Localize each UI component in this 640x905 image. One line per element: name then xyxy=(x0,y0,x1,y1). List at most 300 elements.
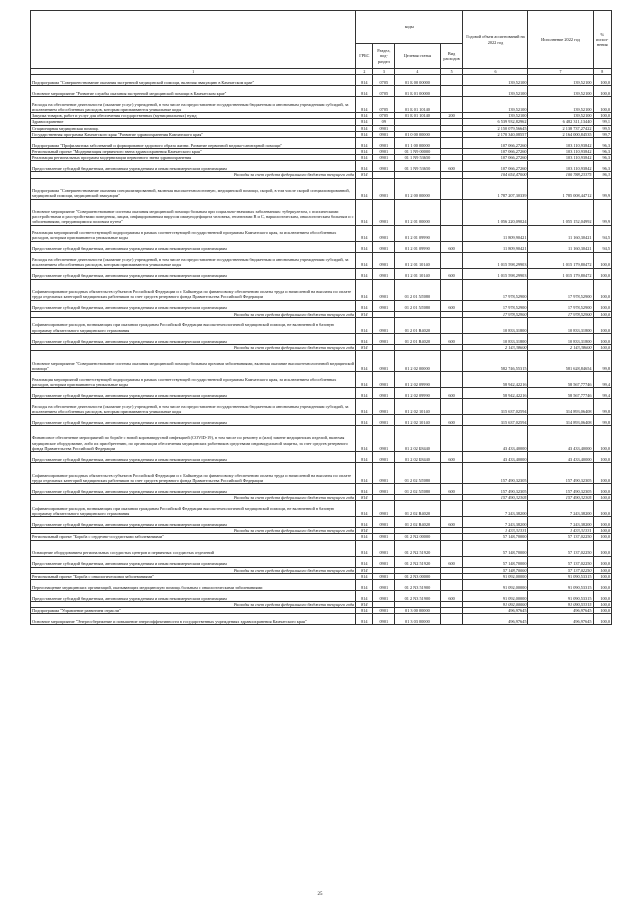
row-plan: 107 066,27260 xyxy=(463,149,528,155)
row-kind: 600 xyxy=(440,415,463,426)
row-section: 0901 xyxy=(373,351,395,372)
header-num-2: 2 xyxy=(356,69,373,75)
header-num-7: 7 xyxy=(528,69,593,75)
row-grbs: 814 xyxy=(356,517,373,528)
row-exec: 103 110,93842 xyxy=(528,138,593,149)
row-pct: 100,0 xyxy=(593,567,611,573)
row-target: 01 3 03 00000 xyxy=(395,614,441,625)
row-pct: 99,9 xyxy=(593,199,611,225)
table-row xyxy=(31,199,612,225)
row-plan: 315 637,02594 xyxy=(463,415,528,426)
row-section: 0901 xyxy=(373,415,395,426)
row-pct: 100,0 xyxy=(593,463,611,484)
row-kind: 600 xyxy=(440,268,463,279)
row-target: 01 2 02 R4020 xyxy=(395,517,441,528)
row-pct: 100,0 xyxy=(593,317,611,333)
row-plan: 58 942,42216 xyxy=(463,388,528,399)
row-kind: 600 xyxy=(440,388,463,399)
row-pct: 100,0 xyxy=(593,517,611,528)
row-name: Софинансирование расходных обязательств субъектов Российской Федерации и г. Байконура по финансовому обеспечению оплаты труда и начислений на выплаты по оплате труда отдельных категорий медицинских работников за счет средств резервного фонда Правительства Российской Федерации xyxy=(31,463,356,484)
table-row xyxy=(31,463,612,484)
row-section: 0901 xyxy=(373,452,395,463)
row-name: Реализация региональных программ модернизации первичного звена здравоохранения xyxy=(31,155,356,161)
row-grbs: 814 xyxy=(356,484,373,495)
row-section: 0901 xyxy=(373,199,395,225)
row-grbs: 814 xyxy=(356,591,373,602)
row-pct: 100,0 xyxy=(593,501,611,517)
row-name: Предоставление субсидий бюджетным, автономным учреждениям и иным некоммерческим организациям xyxy=(31,300,356,311)
row-pct: 100,0 xyxy=(593,86,611,97)
table-row xyxy=(31,97,612,113)
row-kind xyxy=(440,399,463,415)
report-page xyxy=(30,10,612,625)
row-section: 0901 xyxy=(373,333,395,344)
row-target: 01 2 02 09990 xyxy=(395,388,441,399)
row-exec: 6 482 311,13440 xyxy=(528,119,593,125)
row-name: Расходы за счет средств федерального бюджета текущего года xyxy=(31,344,356,350)
row-pct: 100,0 xyxy=(593,300,611,311)
table-row xyxy=(31,580,612,591)
row-plan: 2 150 079,56645 xyxy=(463,125,528,131)
table-row xyxy=(31,279,612,300)
row-target: 01 2 02 10140 xyxy=(395,399,441,415)
table-body xyxy=(31,75,612,625)
row-plan: 1 056 220,09024 xyxy=(463,199,528,225)
row-target: 01 1 00 00000 xyxy=(395,138,441,149)
table-row xyxy=(31,501,612,517)
row-name: Расходы на обеспечение деятельности (оказание услуг) учреждений, в том числе на предоставление государственным бюджетным и автономным учреждениям субсидий, за исключением обособленных расходов, которым присваиваются уникальные коды xyxy=(31,97,356,113)
table-row xyxy=(31,333,612,344)
row-pct: 99,7 xyxy=(593,131,611,137)
row-kind xyxy=(440,279,463,300)
row-target: 01 1 N9 00000 xyxy=(395,149,441,155)
row-plan: 11 809,90421 xyxy=(463,225,528,241)
row-target: 01 Б 00 00000 xyxy=(395,75,441,86)
row-name: Реализация мероприятий соответствующей подпрограммы в рамках соответствующей государственной программы Камчатского края, за исключением обособленных расходов, которым присваиваются уникальные коды xyxy=(31,225,356,241)
row-exec: 139,52100 xyxy=(528,113,593,119)
header-plan: Годовой объем ассигнований на 2022 год xyxy=(463,11,528,69)
row-name: Предоставление субсидий бюджетным, автономным учреждениям и иным некоммерческим организациям xyxy=(31,484,356,495)
row-name: Региональный проект "Борьба с онкологическими заболеваниями" xyxy=(31,573,356,579)
row-grbs: 814 xyxy=(356,155,373,161)
row-name: Предоставление субсидий бюджетным, автономным учреждениям и иным некоммерческим организациям xyxy=(31,591,356,602)
row-kind xyxy=(440,138,463,149)
row-exec: 1 055 152,04992 xyxy=(528,199,593,225)
row-kind: 600 xyxy=(440,452,463,463)
row-name: Предоставление субсидий бюджетным, автономным учреждениям и иным некоммерческим организациям xyxy=(31,556,356,567)
row-target: 01 2 01 00000 xyxy=(395,199,441,225)
row-section: 0901 xyxy=(373,252,395,268)
row-pct: 100,0 xyxy=(593,344,611,350)
table-row xyxy=(31,388,612,399)
row-section: 0901 xyxy=(373,614,395,625)
row-grbs: 814 xyxy=(356,225,373,241)
row-plan: 1 015 598,29903 xyxy=(463,268,528,279)
row-grbs: 814 xyxy=(356,311,373,317)
row-exec: 7 243,38200 xyxy=(528,501,593,517)
row-target: 01 2 01 09990 xyxy=(395,225,441,241)
row-target: 01 0 00 00000 xyxy=(395,131,441,137)
row-section: 0901 xyxy=(373,388,395,399)
row-name: Предоставление субсидий бюджетным, автономным учреждениям и иным некоммерческим организациям xyxy=(31,452,356,463)
table-row xyxy=(31,484,612,495)
row-name: Реализация мероприятий соответствующей подпрограммы в рамках соответствующей государственной программы Камчатского края, за исключением обособленных расходов, которым присваиваются уникальные коды xyxy=(31,372,356,388)
table-row xyxy=(31,556,612,567)
row-grbs: 814 xyxy=(356,614,373,625)
row-name: Подпрограмма "Совершенствование оказания экстренной медицинской помощи, включая эвакуацию в Камчатском крае" xyxy=(31,75,356,86)
row-name: Закупка товаров, работ и услуг для обеспечения государственных (муниципальных) нужд xyxy=(31,113,356,119)
row-grbs: 814 xyxy=(356,113,373,119)
row-plan: 17 978,52900 xyxy=(463,300,528,311)
row-plan: 107 066,27260 xyxy=(463,161,528,172)
row-target: 01 2 02 09990 xyxy=(395,372,441,388)
row-target: 01 2 N3 51900 xyxy=(395,591,441,602)
row-section: 0901 xyxy=(373,608,395,614)
row-kind xyxy=(440,75,463,86)
row-section: 0901 xyxy=(373,125,395,131)
row-exec: 314 893,06408 xyxy=(528,415,593,426)
row-pct: 100,0 xyxy=(593,608,611,614)
row-pct: 99,8 xyxy=(593,415,611,426)
row-grbs: 814 xyxy=(356,351,373,372)
row-grbs: 814 xyxy=(356,567,373,573)
table-row xyxy=(31,138,612,149)
row-grbs: 814 xyxy=(356,199,373,225)
row-name: Предоставление субсидий бюджетным, автономным учреждениям и иным некоммерческим организациям xyxy=(31,415,356,426)
row-kind: 600 xyxy=(440,241,463,252)
row-exec: 43 433,40000 xyxy=(528,452,593,463)
row-plan: 1 787 207,30339 xyxy=(463,178,528,199)
budget-table xyxy=(30,10,612,625)
row-name: Подпрограмма "Совершенствование оказания специализированной, включая высокотехнологичную, медицинской помощи, скорой, в том числе скорой специализированной, медицинской помощи, медицинской эвакуации" xyxy=(31,178,356,199)
row-name: Основное мероприятие "Развитие службы оказания экстренной медицинской помощи в Камчатском крае" xyxy=(31,86,356,97)
row-plan: 1 015 598,29903 xyxy=(463,252,528,268)
row-pct: 100,0 xyxy=(593,591,611,602)
row-plan: 10 833,31800 xyxy=(463,333,528,344)
row-plan: 139,52100 xyxy=(463,75,528,86)
row-plan: 57 148,70000 xyxy=(463,556,528,567)
row-exec: 2 164 000,84535 xyxy=(528,131,593,137)
row-plan: 91 092,00000 xyxy=(463,573,528,579)
row-grbs: 814 xyxy=(356,452,373,463)
table-row xyxy=(31,161,612,172)
row-grbs: 814 xyxy=(356,501,373,517)
row-pct: 100,0 xyxy=(593,452,611,463)
row-exec: 496,97645 xyxy=(528,614,593,625)
row-kind xyxy=(440,614,463,625)
row-pct: 100,0 xyxy=(593,534,611,540)
row-kind xyxy=(440,351,463,372)
row-grbs: 814 xyxy=(356,75,373,86)
row-name: Расходы на обеспечение деятельности (оказание услуг) учреждений, в том числе на предоставление государственным бюджетным и автономным учреждениям субсидий, за исключением обособленных расходов, которым присваиваются уникальные коды xyxy=(31,399,356,415)
row-pct: 96,3 xyxy=(593,161,611,172)
row-section: 0705 xyxy=(373,97,395,113)
row-kind xyxy=(440,86,463,97)
row-plan: 57 148,70000 xyxy=(463,534,528,540)
row-target: 01 2 01 5Л080 xyxy=(395,279,441,300)
row-exec: 17 978,52900 xyxy=(528,279,593,300)
row-plan: 7 243,38200 xyxy=(463,501,528,517)
header-num-1: 1 xyxy=(31,69,356,75)
row-name: Расходы за счет средств федерального бюджета текущего года xyxy=(31,528,356,534)
row-plan: 315 637,02594 xyxy=(463,399,528,415)
row-exec: 103 110,93842 xyxy=(528,155,593,161)
table-row xyxy=(31,268,612,279)
row-target: 01 1 N9 53650 xyxy=(395,155,441,161)
row-name: Основное мероприятие "Совершенствование системы оказания медицинской помощи больным при социально-значимых заболеваниях: туберкулезом, с психическими расстройствами и расстройствами поведения, лицам, инфицированным вирусом иммунодефицита человека, гепатитами B и C, наркологическим, онкологическим больным и с заболеваниями, передающимися половым путем" xyxy=(31,199,356,225)
row-exec: 57 137,02250 xyxy=(528,540,593,556)
row-grbs: 814 xyxy=(356,333,373,344)
row-section: 0705 xyxy=(373,113,395,119)
row-target: 01 2 02 10140 xyxy=(395,415,441,426)
row-plan: 17 978,52900 xyxy=(463,279,528,300)
row-target: 01 2 02 00000 xyxy=(395,351,441,372)
row-exec: 11 160,30421 xyxy=(528,241,593,252)
row-exec: 1 015 179,80472 xyxy=(528,252,593,268)
row-grbs: 814 xyxy=(356,138,373,149)
row-pct: 96,3 xyxy=(593,138,611,149)
row-pct: 100,0 xyxy=(593,540,611,556)
row-kind: 600 xyxy=(440,161,463,172)
row-exec: 7 243,38200 xyxy=(528,517,593,528)
row-kind xyxy=(440,463,463,484)
row-exec: 100 788,23375 xyxy=(528,172,593,178)
header-pct: % испол-нения xyxy=(593,11,611,69)
row-target: 01 3 00 00000 xyxy=(395,608,441,614)
row-plan: 43 433,40000 xyxy=(463,426,528,452)
table-row xyxy=(31,614,612,625)
header-num-8: 8 xyxy=(593,69,611,75)
row-pct: 100,0 xyxy=(593,279,611,300)
row-target: 01 2 N3 00000 xyxy=(395,573,441,579)
row-exec: 10 833,31800 xyxy=(528,333,593,344)
row-pct: 99,9 xyxy=(593,178,611,199)
row-kind: 600 xyxy=(440,517,463,528)
table-row xyxy=(31,591,612,602)
row-grbs: 814 xyxy=(356,463,373,484)
row-target: 01 Б 01 10140 xyxy=(395,97,441,113)
table-row xyxy=(31,372,612,388)
table-row xyxy=(31,241,612,252)
header-grbs: ГРБС xyxy=(356,44,373,69)
row-section: 0901 xyxy=(373,178,395,199)
row-target: 01 2 01 R4020 xyxy=(395,333,441,344)
row-name: Основное мероприятие "Совершенствование системы оказания медицинской помощи больным прочими заболеваниями, включая оказание высокотехнологичной медицинской помощи" xyxy=(31,351,356,372)
row-exec: 157 490,32305 xyxy=(528,484,593,495)
row-target: 01 2 01 09990 xyxy=(395,241,441,252)
row-kind: 600 xyxy=(440,591,463,602)
row-plan: 6 539 932,82962 xyxy=(463,119,528,125)
row-exec: 139,52100 xyxy=(528,75,593,86)
table-row xyxy=(31,300,612,311)
row-target: 01 2 02 5Л080 xyxy=(395,484,441,495)
row-exec: 57 137,02250 xyxy=(528,534,593,540)
row-exec: 103 110,93842 xyxy=(528,161,593,172)
row-pct: 100,0 xyxy=(593,252,611,268)
row-plan: 496,97645 xyxy=(463,608,528,614)
row-grbs: 814 xyxy=(356,528,373,534)
row-kind xyxy=(440,372,463,388)
row-exec: 2 143,38600 xyxy=(528,344,593,350)
row-grbs: 814 xyxy=(356,161,373,172)
table-row xyxy=(31,252,612,268)
row-grbs: 814 xyxy=(356,344,373,350)
row-plan: 2 170 340,08557 xyxy=(463,131,528,137)
row-target: 01 2 01 10140 xyxy=(395,252,441,268)
row-target: 01 1 N9 53650 xyxy=(395,161,441,172)
row-grbs: 814 xyxy=(356,317,373,333)
header-name xyxy=(31,11,356,69)
row-grbs: 814 xyxy=(356,388,373,399)
row-kind xyxy=(440,199,463,225)
row-plan: 91 092,00000 xyxy=(463,591,528,602)
row-pct: 99,4 xyxy=(593,388,611,399)
row-target: 01 2 N3 51900 xyxy=(395,580,441,591)
row-name: Расходы за счет средств федерального бюджета текущего года xyxy=(31,602,356,608)
row-kind xyxy=(440,225,463,241)
row-name: Предоставление субсидий бюджетным, автономным учреждениям и иным некоммерческим организациям xyxy=(31,161,356,172)
table-row xyxy=(31,225,612,241)
row-section: 0901 xyxy=(373,501,395,517)
row-name: Государственная программа Камчатского края "Развитие здравоохранения Камчатского края" xyxy=(31,131,356,137)
row-grbs: 814 xyxy=(356,149,373,155)
row-kind: 600 xyxy=(440,300,463,311)
row-exec: 91 090,53315 xyxy=(528,602,593,608)
row-plan: 91 092,00000 xyxy=(463,602,528,608)
row-name: Региональный проект "Борьба с сердечно-сосудистыми заболеваниями" xyxy=(31,534,356,540)
row-section: 0901 xyxy=(373,300,395,311)
row-grbs: 814 xyxy=(356,602,373,608)
row-pct: 94,5 xyxy=(593,225,611,241)
row-exec: 496,97645 xyxy=(528,608,593,614)
row-pct: 100,0 xyxy=(593,556,611,567)
row-name: Предоставление субсидий бюджетным, автономным учреждениям и иным некоммерческим организациям xyxy=(31,517,356,528)
row-pct: 100,0 xyxy=(593,614,611,625)
row-name: Оснащение оборудованием региональных сосудистых центров и первичных сосудистых отделений xyxy=(31,540,356,556)
row-exec: 43 433,40000 xyxy=(528,426,593,452)
row-plan: 139,52100 xyxy=(463,97,528,113)
row-pct: 100,0 xyxy=(593,426,611,452)
row-plan: 57 148,70000 xyxy=(463,567,528,573)
row-exec: 581 628,84654 xyxy=(528,351,593,372)
row-exec: 139,52100 xyxy=(528,86,593,97)
row-grbs: 814 xyxy=(356,608,373,614)
row-pct: 100,0 xyxy=(593,602,611,608)
table-row xyxy=(31,452,612,463)
row-name: Финансовое обеспечение мероприятий по борьбе с новой коронавирусной инфекцией (COVID-19), в том числе по ремонту и (или) замене медицинских изделий, включая медицинское оборудование, либо их приобретению, по организации обеспечения медицинских работников средствами индивидуальной защиты, за счет средств резервного фонда Правительства Российской Федерации xyxy=(31,426,356,452)
header-target: Целевая статья xyxy=(395,44,441,69)
header-num-5: 5 xyxy=(440,69,463,75)
table-row xyxy=(31,399,612,415)
row-plan: 91 092,00000 xyxy=(463,580,528,591)
header-section: Раздел, под-раздел xyxy=(373,44,395,69)
table-row xyxy=(31,517,612,528)
row-plan: 107 066,27260 xyxy=(463,138,528,149)
row-pct: 100,0 xyxy=(593,75,611,86)
row-grbs: 814 xyxy=(356,415,373,426)
row-pct: 99,4 xyxy=(593,372,611,388)
row-grbs: 814 xyxy=(356,97,373,113)
row-plan: 10 833,31800 xyxy=(463,317,528,333)
header-codes: коды xyxy=(356,11,463,44)
row-grbs: 814 xyxy=(356,131,373,137)
row-kind: 600 xyxy=(440,333,463,344)
row-section: 0901 xyxy=(373,317,395,333)
row-name: Подпрограмма "Управление развитием отрасли" xyxy=(31,608,356,614)
row-pct: 96,3 xyxy=(593,172,611,178)
row-grbs: 814 xyxy=(356,252,373,268)
row-section: 0901 xyxy=(373,268,395,279)
row-section: 0901 xyxy=(373,225,395,241)
row-target: 01 2 N2 00000 xyxy=(395,534,441,540)
table-row xyxy=(31,426,612,452)
row-exec: 10 833,31800 xyxy=(528,317,593,333)
row-target: 01 2 01 5Л080 xyxy=(395,300,441,311)
row-grbs: 814 xyxy=(356,172,373,178)
row-exec: 157 490,32305 xyxy=(528,495,593,501)
row-plan: 104 654,47000 xyxy=(463,172,528,178)
row-exec: 91 090,53315 xyxy=(528,580,593,591)
row-name: Стационарная медицинская помощь xyxy=(31,125,356,131)
row-exec: 314 893,06408 xyxy=(528,399,593,415)
row-section: 0901 xyxy=(373,591,395,602)
table-row xyxy=(31,351,612,372)
row-grbs: 814 xyxy=(356,534,373,540)
row-section: 0705 xyxy=(373,75,395,86)
row-name: Расходы за счет средств федерального бюджета текущего года xyxy=(31,567,356,573)
row-plan: 157 490,32305 xyxy=(463,495,528,501)
row-target: 01 2 01 R4020 xyxy=(395,317,441,333)
row-section: 0901 xyxy=(373,463,395,484)
table-row xyxy=(31,317,612,333)
row-target: 01 2 N2 51920 xyxy=(395,540,441,556)
header-num-3: 3 xyxy=(373,69,395,75)
row-exec: 157 490,32305 xyxy=(528,463,593,484)
row-exec: 91 090,53315 xyxy=(528,591,593,602)
row-plan: 107 066,27260 xyxy=(463,155,528,161)
row-grbs: 814 xyxy=(356,268,373,279)
row-kind: 600 xyxy=(440,484,463,495)
row-plan: 43 433,40000 xyxy=(463,452,528,463)
row-pct: 100,0 xyxy=(593,580,611,591)
row-kind xyxy=(440,97,463,113)
header-num-4: 4 xyxy=(395,69,441,75)
table-row xyxy=(31,86,612,97)
row-pct: 99,8 xyxy=(593,351,611,372)
row-plan: 1 433,31331 xyxy=(463,528,528,534)
row-grbs: 814 xyxy=(356,178,373,199)
row-section: 0901 xyxy=(373,241,395,252)
row-kind: 200 xyxy=(440,113,463,119)
row-grbs: 814 xyxy=(356,372,373,388)
table-row xyxy=(31,75,612,86)
row-plan: 139,52100 xyxy=(463,113,528,119)
row-exec: 58 567,77746 xyxy=(528,388,593,399)
row-grbs: 814 xyxy=(356,426,373,452)
row-kind: 600 xyxy=(440,556,463,567)
row-section: 09 xyxy=(373,119,395,125)
row-plan: 11 809,90421 xyxy=(463,241,528,252)
row-section: 0901 xyxy=(373,556,395,567)
row-grbs: 814 xyxy=(356,540,373,556)
row-grbs: 814 xyxy=(356,573,373,579)
row-target: 01 2 02 5Л080 xyxy=(395,463,441,484)
row-section: 0901 xyxy=(373,399,395,415)
row-plan: 7 243,38200 xyxy=(463,517,528,528)
row-target: 01 2 02 Б8440 xyxy=(395,426,441,452)
row-exec: 11 160,30421 xyxy=(528,225,593,241)
row-plan: 57 148,70000 xyxy=(463,540,528,556)
